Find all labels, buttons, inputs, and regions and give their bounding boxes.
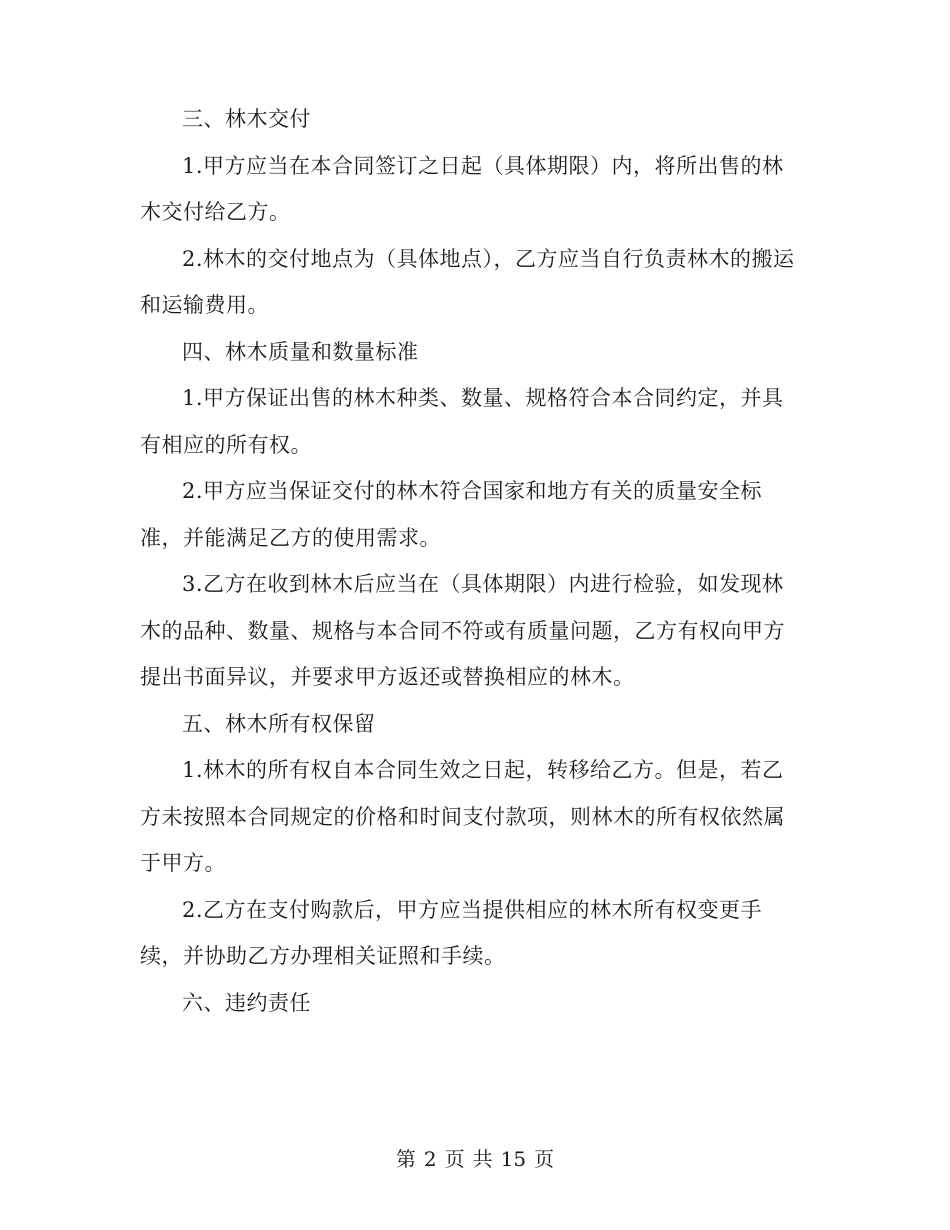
footer-total-prefix: 共 [472, 1147, 493, 1171]
section-heading-liability: 六、违约责任 [182, 990, 311, 1015]
clause-paragraph: 1.甲方应当在本合同签订之日起（具体期限）内，将所出售的林木交付给乙方。 [140, 153, 784, 224]
section-heading-quality: 四、林木质量和数量标准 [182, 339, 419, 364]
clause-paragraph: 2.甲方应当保证交付的林木符合国家和地方有关的质量安全标准，并能满足乙方的使用需求。 [140, 479, 763, 550]
total-pages-number: 15 [500, 1147, 527, 1171]
footer-prefix: 第 [395, 1147, 416, 1171]
clause-paragraph: 1.甲方保证出售的林木种类、数量、规格符合本合同约定，并具有相应的所有权。 [140, 386, 784, 457]
current-page-number: 2 [423, 1147, 437, 1171]
section-heading-ownership: 五、林木所有权保留 [182, 711, 376, 736]
clause-paragraph: 2.乙方在支付购款后，甲方应当提供相应的林木所有权变更手续，并协助乙方办理相关证照和手续。 [140, 897, 763, 968]
page-footer [0, 1145, 950, 1173]
section-heading-delivery: 三、林木交付 [182, 107, 311, 131]
clause-paragraph: 1.林木的所有权自本合同生效之日起，转移给乙方。但是，若乙方未按照本合同规定的价格和时间支付款项，则林木的所有权依然属于甲方。 [140, 758, 785, 875]
clause-paragraph: 2.林木的交付地点为（具体地点），乙方应当自行负责林木的搬运和运输费用。 [140, 246, 795, 317]
clause-paragraph: 3.乙方在收到林木后应当在（具体期限）内进行检验，如发现林木的品种、数量、规格与本合同不符或有质量问题，乙方有权向甲方提出书面异议，并要求甲方返还或替换相应的林木。 [140, 572, 785, 689]
footer-page-word: 页 [444, 1147, 465, 1171]
footer-page-word-end: 页 [534, 1147, 555, 1171]
document-body [140, 96, 800, 1026]
